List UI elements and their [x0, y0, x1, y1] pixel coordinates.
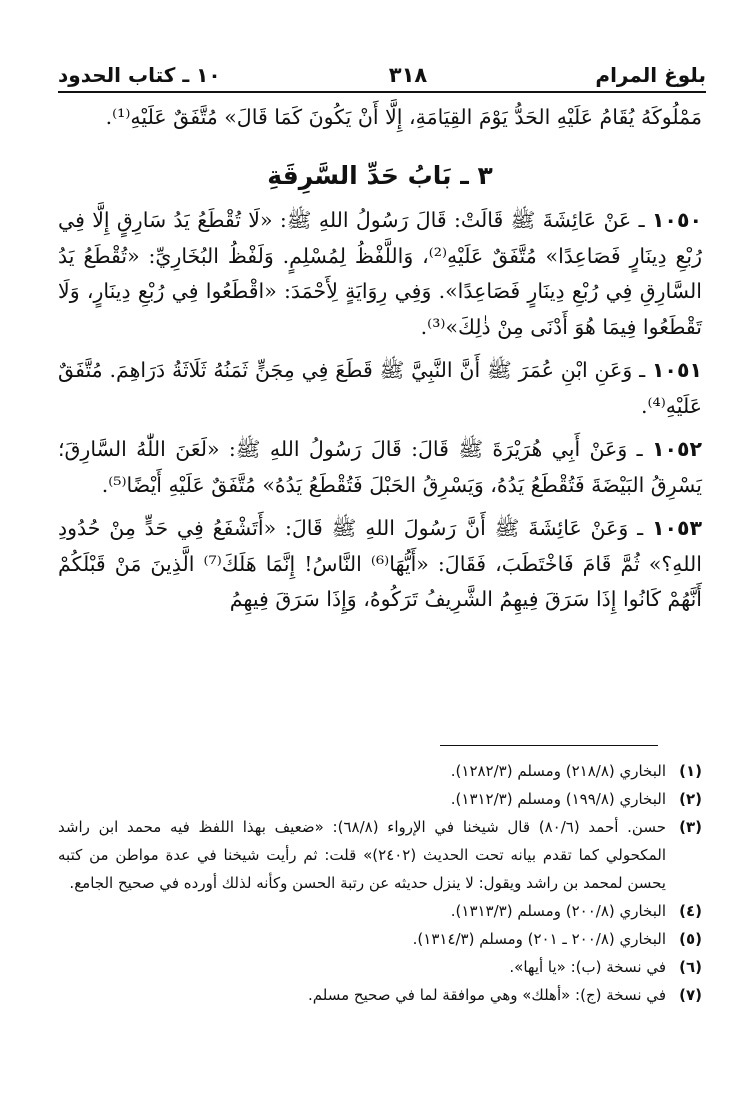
footnote: [58, 757, 702, 785]
running-header: [58, 58, 706, 93]
footnote: [58, 953, 702, 981]
footnote-mark: (٤): [679, 902, 702, 920]
footnote-separator: [440, 745, 658, 746]
hadith-text: ـ وَعَنْ أَبِي هُرَيْرَةَ ﷺ قَالَ: قَالَ رَسُولُ اللهِ ﷺ: «لَعَنَ اللّٰهُ السَّارِقَ؛ يَسْرِقُ البَيْضَةَ فَتُقْطَعُ يَدُهُ، وَيَسْرِقُ الحَبْلَ فَتُقْطَعُ يَدُهُ» مُتَّفَقٌ عَلَيْهِ أَيْضًا⁽⁵⁾.: [58, 437, 702, 497]
hadith-paragraph: [58, 353, 702, 424]
hadith-number: ١٠٥٢: [651, 437, 702, 461]
footnote-text: البخاري (٢٠٠/٨ ـ ٢٠١) ومسلم (١٣١٤/٣).: [412, 930, 666, 948]
chapter-header: ١٠ ـ كتاب الحدود: [58, 63, 221, 87]
hadith-number: ١٠٥٣: [651, 516, 702, 540]
hadith-number: ١٠٥١: [651, 358, 702, 382]
footnote: [58, 925, 702, 953]
footnote-mark: (٢): [679, 790, 702, 808]
footnote-text: حسن. أحمد (٨٠/٦) قال شيخنا في الإرواء (٦٨/٨): «ضعيف بهذا اللفظ فيه محمد ابن راشد المكحولي كما تقدم بيانه تحت الحديث (٢٤٠٢)» قلت: ثم رأيت شيخنا في عدة مواطن من كتبه يحسن لمحمد بن راشد ويقول: لا ينزل حديثه عن رتبة الحسن وكأنه لذلك أورده في صحيح الجامع.: [58, 818, 666, 892]
footnote-text: البخاري (٢١٨/٨) ومسلم (١٢٨٢/٣).: [450, 762, 666, 780]
hadith-text: ـ وَعَنْ عَائِشَةَ ﷺ أَنَّ رَسُولَ اللهِ ﷺ قَالَ: «أَتَشْفَعُ فِي حَدٍّ مِنْ حُدُودِ اللهِ؟» ثُمَّ قَامَ فَاخْتَطَبَ، فَقَالَ: «أَيُّهَا⁽⁶⁾ النَّاسُ! إِنَّمَا هَلَكَ⁽⁷⁾ الَّذِينَ مَنْ قَبْلَكُمْ أَنَّهُمْ كَانُوا إِذَا سَرَقَ فِيهِمُ الشَّرِيفُ تَرَكُوهُ، وَإِذَا سَرَقَ فِيهِمُ: [58, 516, 702, 611]
footnote-text: البخاري (٢٠٠/٨) ومسلم (١٣١٣/٣).: [450, 902, 666, 920]
hadith-number: ١٠٥٠: [651, 208, 702, 232]
hadith-text: ـ وَعَنِ ابْنِ عُمَرَ ﷺ أَنَّ النَّبِيَّ ﷺ قَطَعَ فِي مِجَنٍّ ثَمَنُهُ ثَلَاثَةُ دَرَاهِمَ. مُتَّفَقٌ عَلَيْهِ⁽⁴⁾.: [58, 358, 702, 418]
footnote: [58, 785, 702, 813]
footnote-text: البخاري (١٩٩/٨) ومسلم (١٣١٢/٣).: [450, 790, 666, 808]
footnote: [58, 897, 702, 925]
footnote-text: في نسخة (ب): «يا أيها».: [509, 958, 666, 976]
chapter-title: ٣ ـ بَابُ حَدِّ السَّرِقَةِ: [267, 160, 493, 190]
hadith-paragraph: [58, 203, 702, 345]
main-text: [58, 100, 702, 618]
footnotes: [58, 757, 702, 1009]
hadith-text: ـ عَنْ عَائِشَةَ ﷺ قَالَتْ: قَالَ رَسُولُ اللهِ ﷺ: «لَا تُقْطَعُ يَدُ سَارِقٍ إِلَّا فِي رُبْعِ دِينَارٍ فَصَاعِدًا» مُتَّفَقٌ عَلَيْهِ⁽²⁾، وَاللَّفْظُ لِمُسْلِمٍ. وَلَفْظُ البُخَارِيِّ: «تُقْطَعُ يَدُ السَّارِقِ فِي رُبْعِ دِينَارٍ فَصَاعِدًا». وَفِي رِوَايَةٍ لِأَحْمَدَ: «اقْطَعُوا فِي رُبْعِ دِينَارٍ، وَلَا تَقْطَعُوا فِيمَا هُوَ أَدْنَى مِنْ ذٰلِكَ»⁽³⁾.: [58, 208, 702, 339]
hadith-paragraph: [58, 432, 702, 503]
footnote-mark: (٥): [679, 930, 702, 948]
footnote-mark: (١): [679, 762, 702, 780]
footnote: [58, 813, 702, 897]
footnote-mark: (٣): [679, 818, 702, 836]
footnote-mark: (٧): [679, 986, 702, 1004]
hadith-paragraph: [58, 511, 702, 618]
book-title-header: بلوغ المرام: [595, 63, 706, 87]
footnote-text: في نسخة (ج): «أهلك» وهي موافقة لما في صحيح مسلم.: [307, 986, 666, 1004]
continuation-paragraph: مَمْلُوكَهُ يُقَامُ عَلَيْهِ الحَدُّ يَوْمَ القِيَامَةِ، إِلَّا أَنْ يَكُونَ كَمَا قَالَ» مُتَّفَقٌ عَلَيْهِ⁽¹⁾.: [105, 105, 702, 129]
page-number: ٣١٨: [388, 63, 428, 87]
footnote-mark: (٦): [679, 958, 702, 976]
footnote: [58, 981, 702, 1009]
